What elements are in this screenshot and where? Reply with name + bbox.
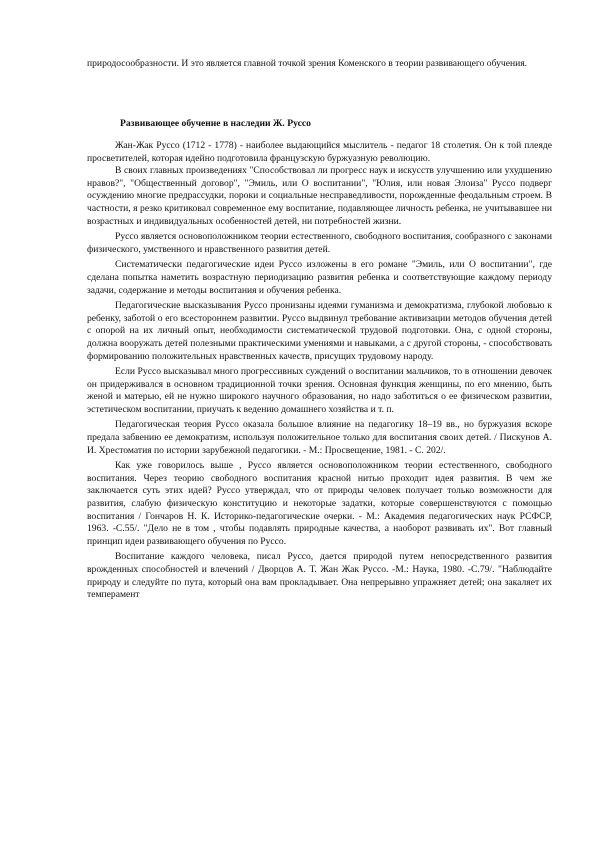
section-heading: Развивающее обучение в наследии Ж. Руссо (120, 118, 311, 129)
paragraph-6: Если Руссо высказывал много прогрессивных суждений о воспитании мальчиков, то в отношении девочек он придерживался в основном традиционной точки зрения. Основная функция женщины, по его мнению, быть женой и матерью, ей не нужно широкого научного образования, но надо заботиться о ее физическом развитии, эстетическом воспитании, приучать к ведению домашнего хозяйства и т. п. (87, 366, 552, 415)
paragraph-8: Как уже говорилось выше , Руссо является основоположником теории естественного, свободного воспитания. Через теорию свободного воспитания красной нитью проходит идея развития. В чем же заключается суть этих идей? Руссо утверждал, что от природы человек получает только возможности для развития, слабую физическую конституцию и некоторые задатки, которые совершенствуются с помощью воспитания / Гончаров Н. К. Историко-педагогические очерки. - М.: Академия педагогических наук РСФСР, 1963. -С.55/. "Дело не в том , чтобы подавлять природные качества, а наоборот развивать их". Вот главный принцип идеи развивающего обучения по Руссо. (87, 460, 552, 547)
paragraph-7: Педагогическая теория Руссо оказала большое влияние на педагогику 18–19 вв., но буржуазия вскоре предала забвению ее демократизм, используя положительное только для воспитания своих детей. / Пискунов А. И. Хрестоматия по истории зарубежной педагогики. - М.: Просвещение, 1981. - С. 202/. (87, 419, 552, 456)
paragraph-2: В своих главных произведениях "Способствовал ли прогресс наук и искусств улучшению или ухудшению нравов?", "Общественный договор", "Эмиль, или О воспитании", "Юлия, или новая Элоиза" Руссо подверг осуждению многие предрассудки, пороки и социальные несправедливости, порожденные феодальным строем. В частности, я резко критиковал современное ему воспитание, подавляющее личность ребенка, не учитывавшее ни возрастных и индивидуальных особенностей детей, ни потребностей жизни. (87, 165, 552, 227)
intro-text (87, 58, 552, 71)
intro-paragraph: природосообразности. И это является главной точкой зрения Коменского в теории развивающего обучения. (87, 58, 528, 69)
body-text (87, 140, 552, 602)
paragraph-9: Воспитание каждого человека, писал Руссо, дается природой путем непосредственного развития врожденных способностей и влечений / Дворцов А. Т. Жан Жак Руссо. -М.: Наука, 1980. -С.79/. "Наблюдайте природу и следуйте по пута, который она вам прокладывает. Она непрерывно упражняет детей; она закаляет их темперамент (87, 551, 552, 601)
paragraph-1: Жан-Жак Руссо (1712 - 1778) - наиболее выдающийся мыслитель - педагог 18 столетия. Он к той плеяде просветителей, которая идейно подготовила французскую буржуазную революцию. (87, 140, 552, 164)
paragraph-4: Систематически педагогические идеи Руссо изложены в его романе "Эмиль, или О воспитании", где сделана попытка наметить возрастную периодизацию развития ребенка и соответствующие каждому периоду задачи, содержание и методы воспитания и обучения ребенка. (87, 259, 552, 296)
paragraph-5: Педагогические высказывания Руссо пронизаны идеями гуманизма и демократизма, глубокой любовью к ребенку, заботой о его всестороннем развитии. Руссо выдвинул требование активизации методов обучения детей с опорой на их личный опыт, необходимости систематической трудовой подготовки. Она, с одной стороны, должна вооружать детей полезными практическими умениями и навыками, а с другой стороны, - способствовать формированию положительных нравственных качеств, присущих трудовому народу. (87, 300, 552, 362)
paragraph-3: Руссо является основоположником теории естественного, свободного воспитания, сообразного с законами физического, умственного и нравственного развития детей. (87, 231, 552, 255)
